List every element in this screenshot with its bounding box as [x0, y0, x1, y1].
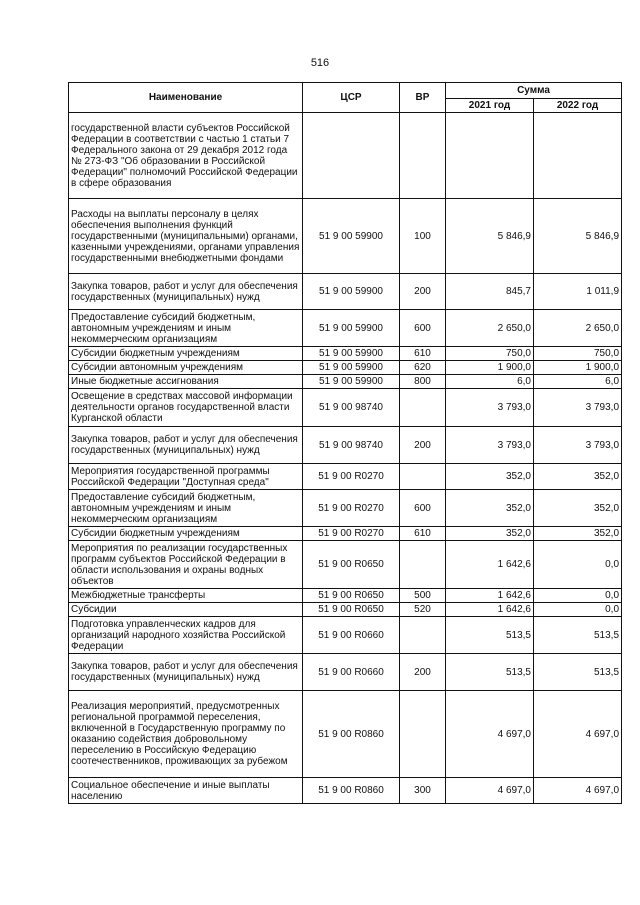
cell-name: Субсидии: [69, 603, 303, 617]
cell-2021: 4 697,0: [446, 778, 534, 804]
cell-name: Субсидии бюджетным учреждениям: [69, 527, 303, 541]
cell-csr: 51 9 00 R0270: [303, 490, 400, 527]
cell-2021: 5 846,9: [446, 199, 534, 274]
cell-2021: 352,0: [446, 464, 534, 490]
cell-vr: [400, 541, 446, 589]
cell-2022: 352,0: [534, 527, 622, 541]
header-csr: ЦСР: [303, 83, 400, 113]
cell-2021: [446, 113, 534, 199]
header-year-2022: 2022 год: [534, 99, 622, 113]
table-row: [69, 464, 622, 490]
cell-vr: 300: [400, 778, 446, 804]
header-row: [69, 83, 622, 99]
table-row: [69, 541, 622, 589]
cell-vr: 610: [400, 347, 446, 361]
cell-name: Расходы на выплаты персоналу в целях обеспечения выполнения функций государственными (муниципальными) органами, казенными учреждениями, органами управления государственными внебюджетными фондами: [69, 199, 303, 274]
table-row: [69, 427, 622, 464]
table-row: [69, 310, 622, 347]
cell-csr: 51 9 00 R0650: [303, 589, 400, 603]
cell-name: Подготовка управленческих кадров для организаций народного хозяйства Российской Федерации: [69, 617, 303, 654]
cell-csr: 51 9 00 59900: [303, 347, 400, 361]
cell-2022: 3 793,0: [534, 389, 622, 427]
cell-csr: 51 9 00 R0860: [303, 778, 400, 804]
cell-csr: 51 9 00 98740: [303, 427, 400, 464]
cell-2022: 5 846,9: [534, 199, 622, 274]
cell-vr: 500: [400, 589, 446, 603]
cell-csr: 51 9 00 R0860: [303, 691, 400, 778]
cell-name: Закупка товаров, работ и услуг для обеспечения государственных (муниципальных) нужд: [69, 427, 303, 464]
cell-csr: 51 9 00 59900: [303, 310, 400, 347]
table-row: [69, 603, 622, 617]
cell-2022: 1 011,9: [534, 274, 622, 310]
header-vr: ВР: [400, 83, 446, 113]
cell-vr: 200: [400, 427, 446, 464]
table-row: [69, 778, 622, 804]
cell-name: государственной власти субъектов Российской Федерации в соответствии с частью 1 статьи 7 Федерального закона от 29 декабря 2012 года № 273-ФЗ "Об образовании в Российской Федерации" полномочий Российской Федерации в сфере образования: [69, 113, 303, 199]
cell-vr: 200: [400, 654, 446, 691]
cell-vr: [400, 113, 446, 199]
cell-2021: 352,0: [446, 490, 534, 527]
table-row: [69, 199, 622, 274]
cell-csr: 51 9 00 R0650: [303, 541, 400, 589]
cell-csr: 51 9 00 R0660: [303, 617, 400, 654]
cell-name: Закупка товаров, работ и услуг для обеспечения государственных (муниципальных) нужд: [69, 654, 303, 691]
table-row: [69, 617, 622, 654]
cell-2021: 4 697,0: [446, 691, 534, 778]
header-year-2021: 2021 год: [446, 99, 534, 113]
cell-2021: 845,7: [446, 274, 534, 310]
cell-vr: 800: [400, 375, 446, 389]
cell-name: Социальное обеспечение и иные выплаты населению: [69, 778, 303, 804]
cell-2022: 4 697,0: [534, 778, 622, 804]
cell-vr: 600: [400, 490, 446, 527]
cell-2021: 1 642,6: [446, 541, 534, 589]
cell-vr: [400, 389, 446, 427]
cell-2022: 352,0: [534, 490, 622, 527]
cell-2022: 2 650,0: [534, 310, 622, 347]
table-row: [69, 389, 622, 427]
cell-csr: 51 9 00 R0270: [303, 527, 400, 541]
cell-2022: 3 793,0: [534, 427, 622, 464]
cell-name: Субсидии автономным учреждениям: [69, 361, 303, 375]
cell-csr: [303, 113, 400, 199]
cell-name: Мероприятия по реализации государственных программ субъектов Российской Федерации в области использования и охраны водных объектов: [69, 541, 303, 589]
cell-name: Мероприятия государственной программы Российской Федерации "Доступная среда": [69, 464, 303, 490]
cell-2022: 0,0: [534, 603, 622, 617]
cell-csr: 51 9 00 59900: [303, 361, 400, 375]
table-row: [69, 490, 622, 527]
cell-csr: 51 9 00 R0270: [303, 464, 400, 490]
cell-2022: 513,5: [534, 617, 622, 654]
cell-vr: 620: [400, 361, 446, 375]
cell-vr: 200: [400, 274, 446, 310]
cell-csr: 51 9 00 59900: [303, 375, 400, 389]
cell-2021: 2 650,0: [446, 310, 534, 347]
cell-2022: 0,0: [534, 541, 622, 589]
cell-name: Реализация мероприятий, предусмотренных региональной программой переселения, включенной в Государственную программу по оказанию содействия добровольному переселению в Российскую Федерацию соотечественников, проживающих за рубежом: [69, 691, 303, 778]
cell-vr: 100: [400, 199, 446, 274]
header-sum: Сумма: [446, 83, 622, 99]
cell-2022: 4 697,0: [534, 691, 622, 778]
table-row: [69, 527, 622, 541]
cell-2021: 750,0: [446, 347, 534, 361]
cell-2022: 6,0: [534, 375, 622, 389]
cell-2021: 3 793,0: [446, 389, 534, 427]
cell-name: Межбюджетные трансферты: [69, 589, 303, 603]
cell-vr: [400, 617, 446, 654]
cell-name: Предоставление субсидий бюджетным, автономным учреждениям и иным некоммерческим организациям: [69, 310, 303, 347]
table-row: [69, 589, 622, 603]
cell-2021: 352,0: [446, 527, 534, 541]
cell-vr: [400, 691, 446, 778]
table-row: [69, 361, 622, 375]
cell-vr: 520: [400, 603, 446, 617]
cell-name: Предоставление субсидий бюджетным, автономным учреждениям и иным некоммерческим организациям: [69, 490, 303, 527]
cell-2021: 3 793,0: [446, 427, 534, 464]
cell-name: Закупка товаров, работ и услуг для обеспечения государственных (муниципальных) нужд: [69, 274, 303, 310]
cell-2022: [534, 113, 622, 199]
cell-vr: 600: [400, 310, 446, 347]
cell-name: Иные бюджетные ассигнования: [69, 375, 303, 389]
cell-csr: 51 9 00 98740: [303, 389, 400, 427]
cell-2022: 352,0: [534, 464, 622, 490]
cell-2021: 1 642,6: [446, 603, 534, 617]
cell-2021: 1 900,0: [446, 361, 534, 375]
table-row: [69, 274, 622, 310]
cell-2022: 1 900,0: [534, 361, 622, 375]
header-name: Наименование: [69, 83, 303, 113]
cell-vr: [400, 464, 446, 490]
cell-csr: 51 9 00 R0660: [303, 654, 400, 691]
cell-csr: 51 9 00 R0650: [303, 603, 400, 617]
cell-2021: 513,5: [446, 617, 534, 654]
table-row: [69, 375, 622, 389]
table-row: [69, 113, 622, 199]
cell-2021: 6,0: [446, 375, 534, 389]
cell-vr: 610: [400, 527, 446, 541]
page-number: 516: [310, 57, 330, 69]
cell-2021: 513,5: [446, 654, 534, 691]
table-row: [69, 691, 622, 778]
cell-name: Субсидии бюджетным учреждениям: [69, 347, 303, 361]
cell-csr: 51 9 00 59900: [303, 274, 400, 310]
cell-name: Освещение в средствах массовой информации деятельности органов государственной власти Курганской области: [69, 389, 303, 427]
cell-2022: 0,0: [534, 589, 622, 603]
table-row: [69, 347, 622, 361]
budget-table: [68, 82, 622, 804]
cell-2022: 750,0: [534, 347, 622, 361]
cell-2021: 1 642,6: [446, 589, 534, 603]
table-row: [69, 654, 622, 691]
cell-2022: 513,5: [534, 654, 622, 691]
cell-csr: 51 9 00 59900: [303, 199, 400, 274]
